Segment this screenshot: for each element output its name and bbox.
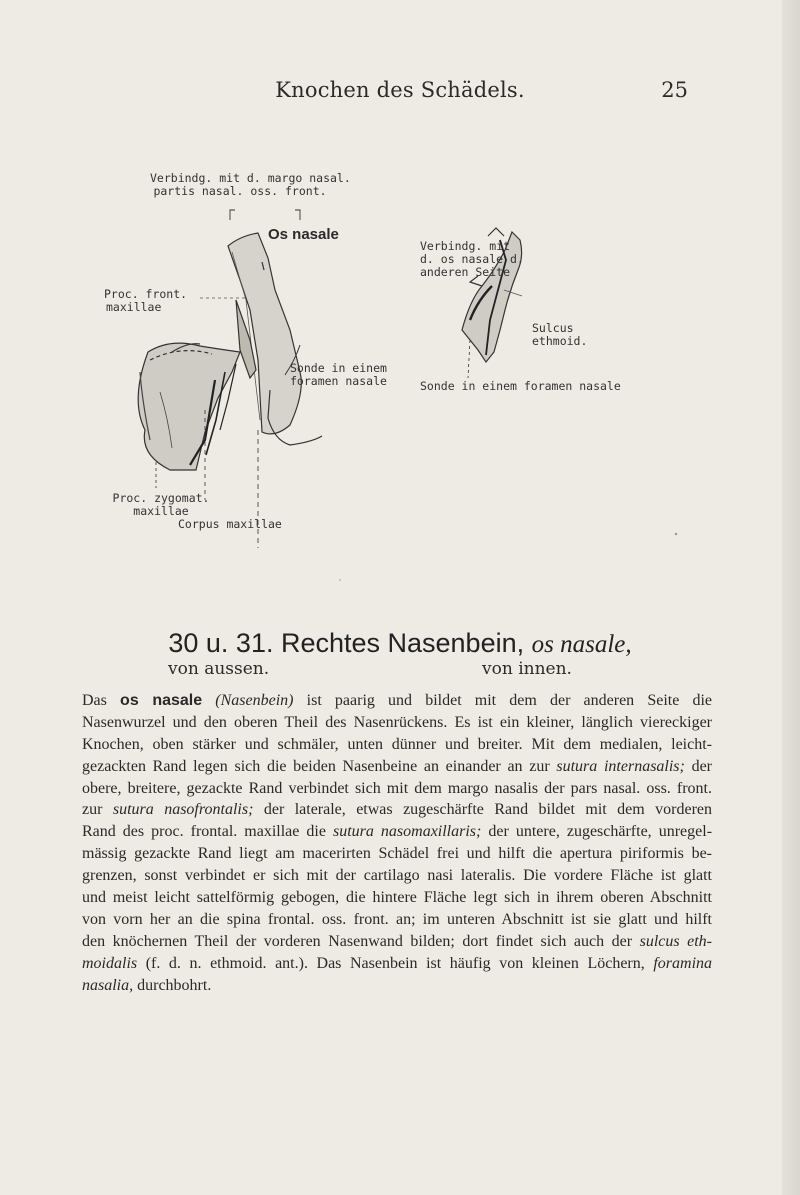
label-sonde-right: Sonde in einem foramen nasale	[420, 379, 621, 393]
term-sutura-nasofrontalis: sutura nasofrontalis;	[112, 801, 254, 819]
label-proc-front	[104, 288, 187, 314]
label-verbindung-margo	[150, 171, 351, 198]
text-line: und meist leicht sattelförmig gebogen, die hintere Fläche legt sich in ihrem oberen Abschnitt	[82, 889, 712, 907]
term-foramina: foramina	[653, 954, 713, 972]
text-run: den knöchernen Theil der vorderen Nasenwand bilden; dort findet sich auch der	[82, 932, 633, 950]
text-run: ist paarig und bildet mit dem der anderen Seite die	[306, 692, 713, 709]
running-title: Knochen des Schädels.	[275, 78, 525, 102]
label-proc-zygomat	[96, 492, 226, 518]
text-line: mässig gezackte Rand liegt am macerirten Schädel frei und hilft die apertura piriformis be-	[82, 845, 712, 863]
caption-sub-left: von aussen.	[168, 659, 270, 679]
text-run: (f. d. n. ethmoid. ant.). Das Nasenbein ist häufig von kleinen Löchern,	[145, 954, 645, 972]
text-run: Rand des proc. frontal. maxillae die	[82, 823, 326, 841]
page-number: 25	[661, 78, 688, 102]
label-line: Proc. zygomat.	[112, 491, 210, 505]
label-line: ethmoid.	[532, 334, 588, 348]
term-foramina-nasalia: nasalia,	[82, 976, 134, 994]
label-line: Sulcus	[532, 321, 574, 335]
label-line: Proc. front.	[104, 287, 188, 301]
label-sonde-left	[290, 362, 387, 388]
text-line	[82, 821, 712, 843]
label-line: Verbindg. mit	[420, 239, 511, 253]
text-line	[82, 953, 712, 975]
text-run: der untere, zugeschärfte, unregel-	[488, 823, 713, 841]
body-paragraph	[82, 690, 712, 996]
caption-italic: os nasale,	[531, 631, 632, 658]
text-run: (Nasenbein)	[215, 692, 294, 709]
text-line: grenzen, sonst verbindet er sich mit der cartilago nasi lateralis. Die vordere Fläche ist glatt	[82, 867, 712, 885]
caption-sub-right: von innen.	[482, 659, 572, 679]
text-run: zur	[82, 801, 103, 819]
text-run: der	[691, 757, 713, 775]
text-line	[82, 931, 712, 953]
term-sulcus-ethmoidalis: sulcus eth-	[639, 932, 713, 950]
text-line: obere, breitere, gezackte Rand verbindet sich mit dem margo nasalis der pars nasal. oss. front.	[82, 779, 712, 797]
text-line	[82, 690, 712, 712]
term-sulcus-ethmoidalis-cont: moidalis	[82, 954, 138, 972]
text-line	[82, 799, 712, 821]
label-sulcus-ethmoid	[532, 322, 587, 348]
text-line	[82, 975, 712, 997]
scan-dust	[339, 533, 677, 581]
text-line: von vorn her an die spina frontal. oss. front. an; im unteren Abschnitt ist sie glatt und hilft	[82, 910, 712, 928]
text-run: gezackten Rand legen sich die beiden Nasenbeine an einander an zur	[82, 757, 550, 775]
text-line: Nasenwurzel und den oberen Theil des Nasenrückens. Es ist ein kleiner, länglich viereckiger	[82, 713, 712, 731]
term-sutura-internasalis: sutura internasalis;	[556, 757, 685, 775]
label-line: foramen nasale	[290, 374, 387, 388]
text-run: durchbohrt.	[137, 976, 212, 994]
term-os-nasale: os nasale	[120, 692, 203, 709]
figure-caption	[0, 628, 800, 659]
caption-main: 30 u. 31. Rechtes Nasenbein,	[168, 628, 525, 658]
label-line: partis nasal. oss. front.	[153, 184, 327, 198]
label-line: anderen Seite	[420, 265, 511, 279]
label-line: maxillae	[133, 504, 189, 518]
text-line	[82, 756, 712, 778]
label-os-nasale: Os nasale	[268, 226, 339, 243]
label-corpus-maxillae: Corpus maxillae	[178, 517, 282, 531]
text-run: der laterale, etwas zugeschärfte Rand bildet mit dem vorderen	[263, 801, 713, 819]
label-line: d. os nasale d.	[420, 252, 524, 266]
text-run: Das	[82, 692, 107, 709]
label-line: Sonde in einem	[290, 361, 387, 375]
text-line: Knochen, oben stärker und schmäler, unten dünner und breiter. Mit dem medialen, leicht-	[82, 735, 712, 753]
label-line: maxillae	[106, 300, 162, 314]
label-line: Verbindg. mit d. margo nasal.	[150, 171, 351, 185]
term-sutura-nasomaxillaris: sutura nasomaxillaris;	[332, 823, 482, 841]
label-verbindung-os-nasale	[420, 240, 524, 279]
